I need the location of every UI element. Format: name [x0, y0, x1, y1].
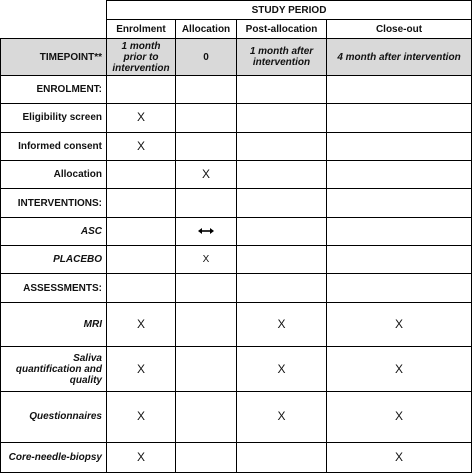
- mark-cell: X: [327, 347, 472, 392]
- column-allocation: Allocation: [176, 20, 237, 39]
- column-post-allocation: Post-allocation: [237, 20, 327, 39]
- empty-cell: [327, 189, 472, 217]
- empty-cell: [176, 189, 237, 217]
- mark-cell: [237, 246, 327, 274]
- mark-cell: X: [237, 391, 327, 442]
- corner-cell-2: [1, 20, 107, 39]
- empty-cell: [237, 189, 327, 217]
- empty-cell: [237, 274, 327, 302]
- mark-cell: [327, 104, 472, 132]
- mark-cell: [327, 246, 472, 274]
- mark-cell: [237, 104, 327, 132]
- empty-cell: [237, 75, 327, 103]
- mark-cell: X: [107, 302, 176, 347]
- row-label: Questionnaires: [1, 391, 107, 442]
- mark-cell: [237, 217, 327, 245]
- row-label: ASC: [1, 217, 107, 245]
- mark-cell: [176, 347, 237, 392]
- row-label: Core-needle-biopsy: [1, 442, 107, 472]
- section-row-interventions: [1, 189, 472, 217]
- mark-cell: X: [327, 391, 472, 442]
- header-row-phases: [1, 20, 472, 39]
- mark-cell: [327, 161, 472, 189]
- row-label: PLACEBO: [1, 246, 107, 274]
- mark-cell: X: [176, 161, 237, 189]
- double-arrow-icon: [176, 217, 237, 245]
- column-close-out: Close-out: [327, 20, 472, 39]
- row-label: Eligibility screen: [1, 104, 107, 132]
- timepoint-allocation: 0: [176, 39, 237, 75]
- mark-cell: [107, 246, 176, 274]
- mark-cell: [176, 302, 237, 347]
- section-assessments: ASSESSMENTS:: [1, 274, 107, 302]
- table-row: [1, 347, 472, 392]
- row-label: Saliva quantification and quality: [1, 347, 107, 392]
- column-enrolment: Enrolment: [107, 20, 176, 39]
- section-row-enrolment: [1, 75, 472, 103]
- row-label: Informed consent: [1, 132, 107, 160]
- table-row: [1, 391, 472, 442]
- header-row-study-period: [1, 1, 472, 20]
- section-enrolment: ENROLMENT:: [1, 75, 107, 103]
- empty-cell: [107, 274, 176, 302]
- mark-cell: X: [237, 347, 327, 392]
- mark-cell: [237, 161, 327, 189]
- corner-cell: [1, 1, 107, 20]
- section-interventions: INTERVENTIONS:: [1, 189, 107, 217]
- mark-cell: [176, 391, 237, 442]
- table-row: [1, 246, 472, 274]
- mark-cell: [237, 442, 327, 472]
- empty-cell: [176, 75, 237, 103]
- mark-cell: [237, 132, 327, 160]
- mark-cell: X: [176, 246, 237, 274]
- table-row: [1, 132, 472, 160]
- mark-cell: [107, 217, 176, 245]
- mark-cell: X: [107, 347, 176, 392]
- mark-cell: X: [327, 442, 472, 472]
- mark-cell: X: [107, 132, 176, 160]
- timepoint-enrolment: 1 month prior to intervention: [107, 39, 176, 75]
- mark-cell: [327, 132, 472, 160]
- timepoint-label: TIMEPOINT**: [1, 39, 107, 75]
- table-row: [1, 442, 472, 472]
- timepoint-row: [1, 39, 472, 75]
- table-row: [1, 104, 472, 132]
- mark-cell: X: [327, 302, 472, 347]
- mark-cell: [327, 217, 472, 245]
- timepoint-close-out: 4 month after intervention: [327, 39, 472, 75]
- empty-cell: [107, 75, 176, 103]
- table-row: [1, 302, 472, 347]
- empty-cell: [107, 189, 176, 217]
- row-label: Allocation: [1, 161, 107, 189]
- table-row: [1, 161, 472, 189]
- mark-cell: [176, 104, 237, 132]
- timepoint-post-allocation: 1 month after intervention: [237, 39, 327, 75]
- table-row: [1, 217, 472, 245]
- row-label: MRI: [1, 302, 107, 347]
- study-period-heading: STUDY PERIOD: [107, 1, 472, 20]
- mark-cell: X: [237, 302, 327, 347]
- empty-cell: [327, 75, 472, 103]
- mark-cell: [176, 442, 237, 472]
- empty-cell: [327, 274, 472, 302]
- empty-cell: [176, 274, 237, 302]
- mark-cell: X: [107, 104, 176, 132]
- mark-cell: [176, 132, 237, 160]
- mark-cell: X: [107, 442, 176, 472]
- section-row-assessments: [1, 274, 472, 302]
- mark-cell: [107, 161, 176, 189]
- mark-cell: X: [107, 391, 176, 442]
